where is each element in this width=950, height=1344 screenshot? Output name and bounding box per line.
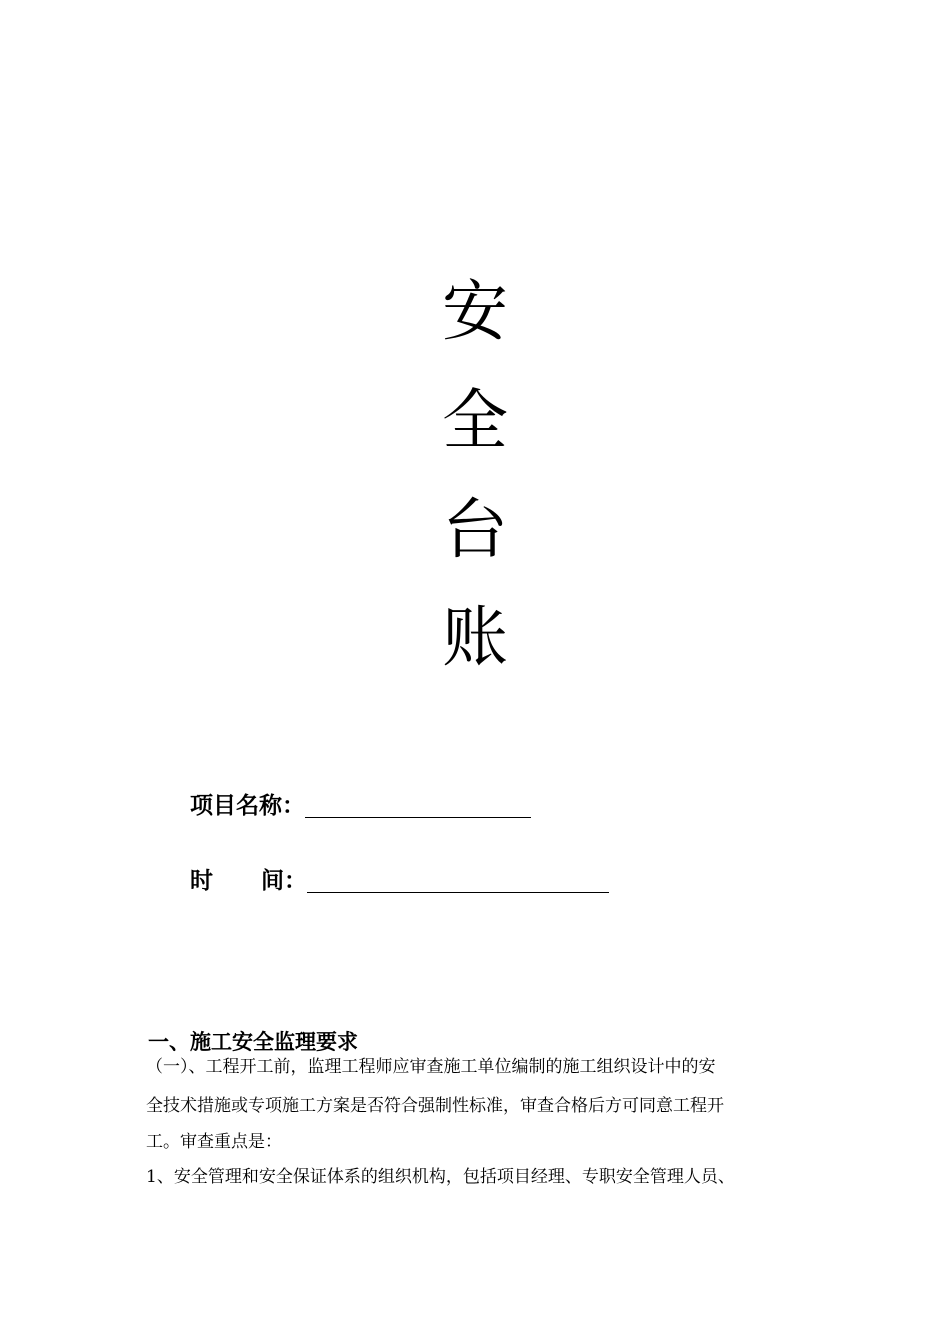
project-name-blank — [305, 793, 531, 818]
section-heading: 一、施工安全监理要求 — [148, 1030, 358, 1054]
time-field — [190, 866, 609, 896]
cover-title-char: 账 — [442, 599, 508, 676]
cover-title-char: 安 — [442, 273, 508, 350]
time-label: 时 间： — [190, 868, 308, 894]
cover-title-char: 全 — [442, 382, 508, 459]
project-name-label: 项目名称： — [190, 793, 305, 819]
body-line: 工。审查重点是： — [146, 1132, 282, 1152]
project-name-field — [190, 791, 531, 821]
body-line: 全技术措施或专项施工方案是否符合强制性标准，审查合格后方可同意工程开 — [146, 1096, 724, 1116]
cover-title-char: 台 — [442, 491, 508, 568]
body-line: （一）、工程开工前，监理工程师应审查施工单位编制的施工组织设计中的安 — [146, 1057, 716, 1077]
time-blank — [307, 868, 609, 893]
body-line: 1、安全管理和安全保证体系的组织机构，包括项目经理、专职安全管理人员、 — [146, 1167, 735, 1187]
